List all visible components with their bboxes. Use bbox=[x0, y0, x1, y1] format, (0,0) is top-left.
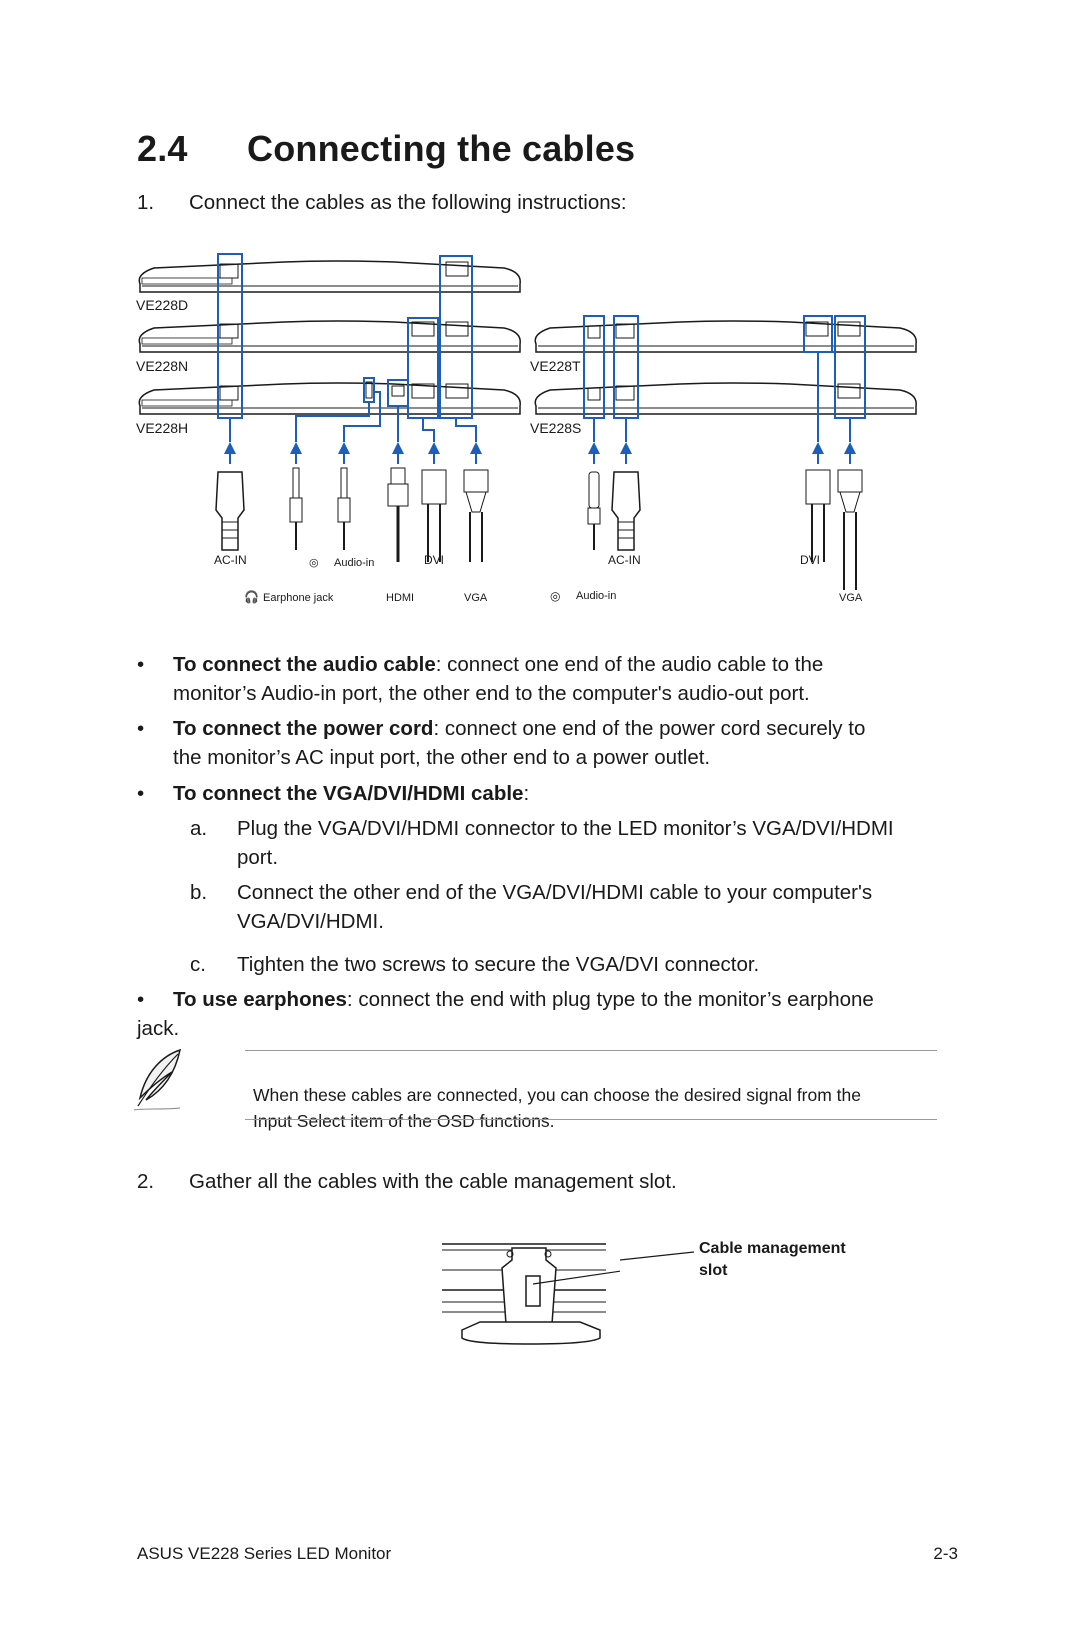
model-label-ve228h: VE228H bbox=[136, 420, 189, 436]
substep-letter: c. bbox=[190, 953, 206, 976]
section-title bbox=[137, 128, 635, 170]
earphone-plug bbox=[290, 468, 302, 550]
step-number: 2. bbox=[137, 1170, 155, 1193]
substep-letter: a. bbox=[190, 817, 208, 840]
bullet-power-text-2: the monitor’s AC input port, the other end to a power outlet. bbox=[173, 746, 711, 769]
monitor-ve228h bbox=[139, 382, 520, 414]
substep-c bbox=[190, 950, 940, 979]
monitor-ve228n bbox=[139, 321, 520, 352]
model-label-ve228d: VE228D bbox=[136, 297, 189, 313]
bullet-dot: • bbox=[137, 653, 145, 676]
label-vga-right: VGA bbox=[839, 592, 863, 604]
bullet-power-text: : connect one end of the power cord securely to bbox=[433, 717, 866, 740]
substep-a bbox=[190, 814, 940, 872]
note-line-2: Input Select item of the OSD functions. bbox=[253, 1111, 555, 1131]
note-bottom-rule bbox=[245, 1119, 937, 1120]
bullet-dot: • bbox=[137, 782, 145, 805]
label-vga-left: VGA bbox=[464, 592, 488, 604]
substep-letter: b. bbox=[190, 881, 208, 904]
hdmi-plug bbox=[388, 468, 408, 562]
audio-in-icon-right: ◎ bbox=[550, 589, 561, 603]
bullet-vga-title: To connect the VGA/DVI/HDMI cable bbox=[173, 782, 524, 805]
bullet-audio-title: To connect the audio cable bbox=[173, 653, 436, 676]
bullet-power-title: To connect the power cord bbox=[173, 717, 434, 740]
bullet-earphones bbox=[137, 985, 937, 1043]
step-number: 1. bbox=[137, 191, 155, 214]
bullet-dot: • bbox=[137, 717, 145, 740]
label-ac-in-left: AC-IN bbox=[214, 553, 247, 567]
dvi-plug bbox=[422, 470, 446, 562]
earphone-icon: 🎧 bbox=[244, 590, 259, 604]
audio-plug-right bbox=[588, 472, 600, 550]
cable-management-stand-illustration bbox=[440, 1240, 620, 1350]
label-dvi-right: DVI bbox=[800, 553, 821, 567]
bullet-earphones-title: To use earphones bbox=[173, 988, 347, 1011]
step-text: Connect the cables as the following instructions: bbox=[189, 191, 627, 214]
substep-b-text: Connect the other end of the VGA/DVI/HDMI cable to your computer's bbox=[237, 881, 873, 904]
monitor-ve228d bbox=[139, 261, 520, 292]
vga-plug-right bbox=[838, 470, 862, 590]
note-top-rule bbox=[245, 1050, 937, 1051]
leader-extension bbox=[620, 1240, 700, 1280]
label-dvi-left: DVI bbox=[424, 553, 445, 567]
audio-plug bbox=[338, 468, 350, 550]
bullet-power bbox=[137, 714, 937, 772]
bullet-earphones-text: : connect the end with plug type to the monitor’s earphone bbox=[346, 988, 874, 1011]
label-audio-in-right: Audio-in bbox=[576, 590, 617, 602]
audio-in-icon: ◎ bbox=[309, 557, 319, 569]
ac-power-plug bbox=[216, 472, 244, 550]
monitor-ve228s bbox=[535, 383, 916, 414]
note-text bbox=[253, 1082, 943, 1134]
bullet-vga bbox=[137, 779, 937, 808]
footer-title: ASUS VE228 Series LED Monitor bbox=[137, 1544, 392, 1563]
bullet-audio-text: : connect one end of the audio cable to the bbox=[435, 653, 824, 676]
ac-power-plug-right bbox=[612, 472, 640, 550]
feather-note-icon bbox=[132, 1048, 186, 1114]
substep-a-text-2: port. bbox=[237, 846, 279, 869]
monitor-ve228t bbox=[535, 321, 916, 352]
label-ac-in-right: AC-IN bbox=[608, 553, 641, 567]
model-label-ve228n: VE228N bbox=[136, 358, 189, 374]
label-earphone-jack: Earphone jack bbox=[263, 592, 334, 604]
cable-connection-diagram bbox=[130, 250, 940, 615]
bullet-audio-text-2: monitor’s Audio-in port, the other end to the computer's audio-out port. bbox=[173, 682, 810, 705]
note-line-1: When these cables are connected, you can choose the desired signal from the bbox=[253, 1085, 862, 1105]
bullet-vga-text: : bbox=[523, 782, 530, 805]
section-heading: Connecting the cables bbox=[247, 128, 636, 169]
model-label-ve228t: VE228T bbox=[530, 358, 581, 374]
vga-plug bbox=[464, 470, 488, 562]
cable-management-label-1: Cable management bbox=[699, 1240, 846, 1257]
substep-a-text: Plug the VGA/DVI/HDMI connector to the LED monitor’s VGA/DVI/HDMI bbox=[237, 817, 894, 840]
step-text: Gather all the cables with the cable management slot. bbox=[189, 1170, 677, 1193]
bullet-earphones-text-2: jack. bbox=[137, 1017, 180, 1040]
cable-management-label bbox=[699, 1238, 846, 1282]
substep-b bbox=[190, 878, 940, 936]
cable-management-label-2: slot bbox=[699, 1262, 728, 1279]
substep-c-text: Tighten the two screws to secure the VGA/DVI connector. bbox=[237, 953, 760, 976]
section-number: 2.4 bbox=[137, 128, 188, 169]
substep-b-text-2: VGA/DVI/HDMI. bbox=[237, 910, 384, 933]
model-label-ve228s: VE228S bbox=[530, 420, 582, 436]
dvi-plug-right bbox=[806, 470, 830, 562]
label-audio-in-left: Audio-in bbox=[334, 557, 375, 569]
page-number-text: 2-3 bbox=[933, 1544, 958, 1563]
bullet-dot: • bbox=[137, 988, 145, 1011]
label-hdmi: HDMI bbox=[386, 592, 415, 604]
bullet-audio bbox=[137, 650, 937, 708]
